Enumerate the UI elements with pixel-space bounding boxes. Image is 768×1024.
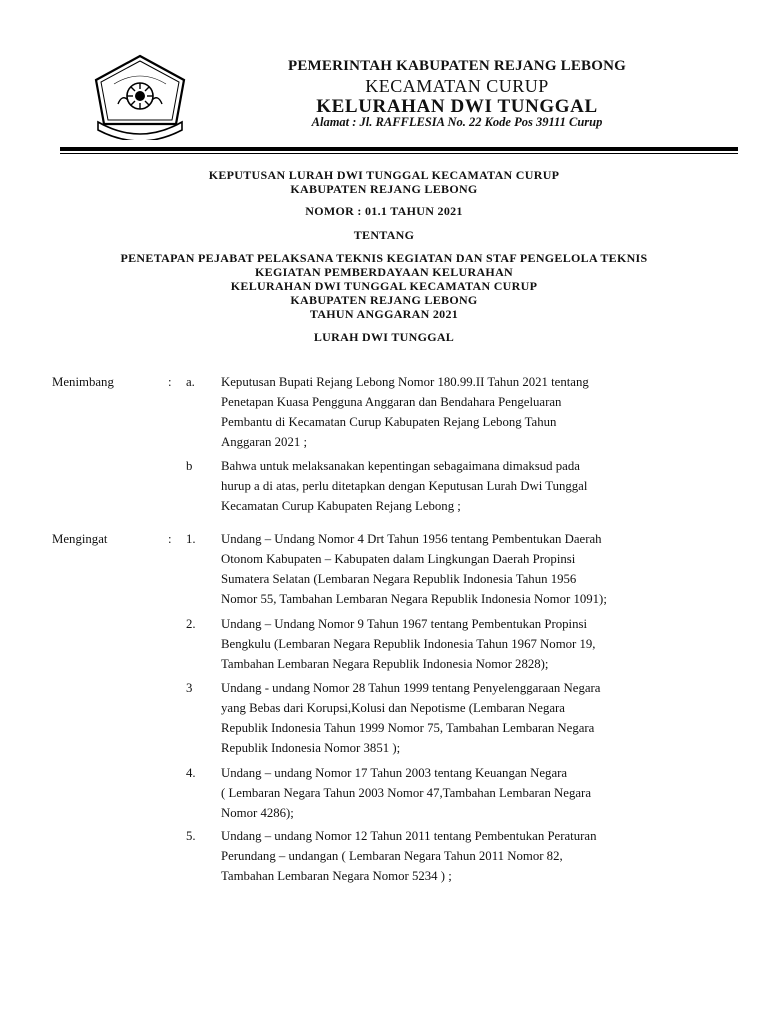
text-line: Nomor 55, Tambahan Lembaran Negara Republik Indonesia Nomor 1091); <box>221 592 607 606</box>
item-marker: 1. <box>186 532 196 546</box>
decree-subject-line: TAHUN ANGGARAN 2021 <box>309 307 459 321</box>
text-line: Anggaran 2021 ; <box>221 435 308 449</box>
section-label-mengingat: Mengingat <box>52 532 108 546</box>
item-marker: 3 <box>186 681 193 695</box>
text-line: Penetapan Kuasa Pengguna Anggaran dan Bendahara Pengeluaran <box>221 395 562 409</box>
text-line: Undang - undang Nomor 28 Tahun 1999 tentang Penyelenggaraan Negara <box>221 681 601 695</box>
decree-title-line1: KEPUTUSAN LURAH DWI TUNGGAL KECAMATAN CURUP <box>208 168 560 182</box>
mengingat-item-5 <box>221 826 683 886</box>
text-line: Otonom Kabupaten – Kabupaten dalam Lingkungan Daerah Propinsi <box>221 552 576 566</box>
letterhead-rule-thick <box>60 147 738 151</box>
text-line: ( Lembaran Negara Tahun 2003 Nomor 47,Tambahan Lembaran Negara <box>221 786 591 800</box>
text-line: Keputusan Bupati Rejang Lebong Nomor 180.99.II Tahun 2021 tentang <box>221 375 589 389</box>
decree-subject-line: PENETAPAN PEJABAT PELAKSANA TEKNIS KEGIATAN DAN STAF PENGELOLA TEKNIS <box>120 251 648 265</box>
text-line: Tambahan Lembaran Negara Republik Indonesia Nomor 2828); <box>221 657 549 671</box>
item-marker: a. <box>186 375 195 389</box>
item-marker: b <box>186 459 193 473</box>
text-line: Tambahan Lembaran Negara Nomor 5234 ) ; <box>221 869 452 883</box>
text-line: Republik Indonesia Tahun 1999 Nomor 75, Tambahan Lembaran Negara <box>221 721 595 735</box>
text-line: Undang – Undang Nomor 9 Tahun 1967 tentang Pembentukan Propinsi <box>221 617 588 631</box>
menimbang-item-a <box>221 372 683 452</box>
text-line: Undang – undang Nomor 17 Tahun 2003 tentang Keuangan Negara <box>221 766 568 780</box>
section-label-menimbang: Menimbang <box>52 375 114 389</box>
mengingat-item-1 <box>221 529 683 609</box>
text-line: Pembantu di Kecamatan Curup Kabupaten Rejang Lebong Tahun <box>221 415 557 429</box>
text-line: Sumatera Selatan (Lembaran Negara Republik Indonesia Tahun 1956 <box>221 572 577 586</box>
mengingat-item-3 <box>221 678 683 758</box>
text-line: Nomor 4286); <box>221 806 294 820</box>
letterhead-village-line: KELURAHAN DWI TUNGGAL <box>316 96 598 117</box>
decree-subject-line: KABUPATEN REJANG LEBONG <box>290 293 478 307</box>
text-line: yang Bebas dari Korupsi,Kolusi dan Nepotisme (Lembaran Negara <box>221 701 565 715</box>
decree-subject-line: KELURAHAN DWI TUNGGAL KECAMATAN CURUP <box>230 279 538 293</box>
text-line: Bahwa untuk melaksanakan kepentingan sebagaimana dimaksud pada <box>221 459 580 473</box>
section-colon: : <box>168 532 172 546</box>
mengingat-item-4 <box>221 763 683 823</box>
mengingat-item-2 <box>221 614 683 674</box>
text-line: Republik Indonesia Nomor 3851 ); <box>221 741 401 755</box>
letterhead-district-line: KECAMATAN CURUP <box>365 76 549 96</box>
letterhead-address: Alamat : Jl. RAFFLESIA No. 22 Kode Pos 39111 Curup <box>311 115 603 129</box>
item-marker: 5. <box>186 829 196 843</box>
decree-subject-line: KEGIATAN PEMBERDAYAAN KELURAHAN <box>255 265 513 279</box>
item-marker: 2. <box>186 617 196 631</box>
text-line: Perundang – undangan ( Lembaran Negara Tahun 2011 Nomor 82, <box>221 849 563 863</box>
decree-tentang: TENTANG <box>353 228 415 242</box>
letterhead <box>0 0 768 160</box>
decree-official: LURAH DWI TUNGGAL <box>313 330 455 344</box>
section-colon: : <box>168 375 172 389</box>
letterhead-rule-thin <box>60 153 738 154</box>
text-line: Bengkulu (Lembaran Negara Republik Indonesia Tahun 1967 Nomor 19, <box>221 637 596 651</box>
letterhead-government-line: PEMERINTAH KABUPATEN REJANG LEBONG <box>287 58 627 74</box>
text-line: Undang – undang Nomor 12 Tahun 2011 tentang Pembentukan Peraturan <box>221 829 597 843</box>
text-line: hurup a di atas, perlu ditetapkan dengan Keputusan Lurah Dwi Tunggal <box>221 479 588 493</box>
item-marker: 4. <box>186 766 196 780</box>
decree-number: NOMOR : 01.1 TAHUN 2021 <box>305 204 463 218</box>
menimbang-item-b <box>221 456 683 516</box>
text-line: Undang – Undang Nomor 4 Drt Tahun 1956 tentang Pembentukan Daerah <box>221 532 602 546</box>
text-line: Kecamatan Curup Kabupaten Rejang Lebong ; <box>221 499 461 513</box>
decree-title-line2: KABUPATEN REJANG LEBONG <box>290 182 478 196</box>
